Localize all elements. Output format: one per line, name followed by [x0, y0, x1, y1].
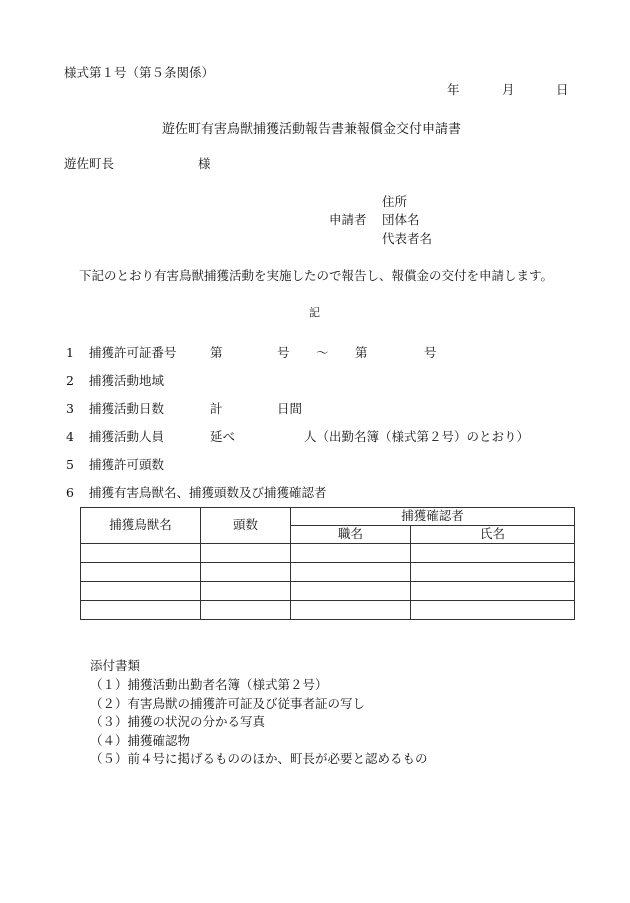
- species-cell[interactable]: [81, 563, 201, 582]
- table-row: [81, 544, 575, 563]
- form-number: 様式第１号（第５条関係）: [64, 65, 215, 80]
- intro-paragraph: 下記のとおり有害鳥獣捕獲活動を実施したので報告し、報償金の交付を申請します。: [79, 268, 554, 283]
- item-number: 4: [66, 429, 74, 444]
- position-cell[interactable]: [291, 544, 411, 563]
- position-column-header: 職名: [291, 526, 411, 544]
- item-label: 捕獲有害鳥獣名、捕獲頭数及び捕獲確認者: [89, 485, 327, 500]
- attachment-item: （２）有害鳥獣の捕獲許可証及び従事者証の写し: [90, 696, 366, 711]
- species-column-header: 捕獲鳥獣名: [81, 508, 201, 544]
- name-cell[interactable]: [411, 582, 575, 601]
- addressee-name: 遊佐町長: [64, 156, 115, 171]
- count-cell[interactable]: [201, 563, 291, 582]
- position-cell[interactable]: [291, 601, 411, 620]
- attachment-item: （４）捕獲確認物: [90, 733, 191, 748]
- days-unit-label: 日間: [277, 401, 303, 416]
- item-label: 捕獲活動地域: [89, 373, 165, 388]
- ki-marker: 記: [309, 306, 320, 319]
- item-label: 捕獲活動日数: [89, 401, 165, 416]
- applicant-representative-label: 代表者名: [382, 231, 433, 246]
- table-row: [81, 563, 575, 582]
- count-cell[interactable]: [201, 582, 291, 601]
- applicant-organization-label: 団体名: [382, 212, 420, 227]
- count-cell[interactable]: [201, 601, 291, 620]
- position-cell[interactable]: [291, 563, 411, 582]
- permit-gou-from: 号: [277, 345, 290, 360]
- date-month-label: 月: [502, 82, 515, 97]
- name-column-header: 氏名: [411, 526, 575, 544]
- permit-range-tilde: ～: [316, 345, 329, 360]
- applicant-address-label: 住所: [382, 194, 408, 209]
- attachment-item: （３）捕獲の状況の分かる写真: [90, 714, 266, 729]
- name-cell[interactable]: [411, 563, 575, 582]
- item-label: 捕獲活動人員: [89, 429, 165, 444]
- name-cell[interactable]: [411, 544, 575, 563]
- item-number: 1: [66, 345, 74, 360]
- capture-table: [80, 507, 575, 620]
- item-label: 捕獲許可頭数: [89, 457, 165, 472]
- item-number: 5: [66, 457, 74, 472]
- confirmer-column-header: 捕獲確認者: [291, 508, 575, 526]
- addressee-honorific: 様: [198, 156, 211, 171]
- attachment-item: （１）捕獲活動出勤者名簿（様式第２号）: [90, 677, 328, 692]
- item-label: 捕獲許可証番号: [89, 345, 177, 360]
- item-number: 6: [66, 485, 74, 500]
- count-cell[interactable]: [201, 544, 291, 563]
- date-year-label: 年: [447, 82, 460, 97]
- species-cell[interactable]: [81, 544, 201, 563]
- name-cell[interactable]: [411, 601, 575, 620]
- item-number: 2: [66, 373, 74, 388]
- position-cell[interactable]: [291, 582, 411, 601]
- table-row: [81, 582, 575, 601]
- table-row: [81, 601, 575, 620]
- days-total-label: 計: [210, 401, 223, 416]
- species-cell[interactable]: [81, 582, 201, 601]
- permit-dai-from: 第: [210, 345, 223, 360]
- personnel-total-label: 延べ: [210, 429, 236, 444]
- applicant-label: 申請者: [329, 212, 367, 227]
- species-cell[interactable]: [81, 601, 201, 620]
- personnel-unit-label: 人（出勤名簿（様式第２号）のとおり）: [304, 429, 530, 444]
- document-title: 遊佐町有害鳥獣捕獲活動報告書兼報償金交付申請書: [162, 122, 462, 137]
- date-day-label: 日: [556, 82, 569, 97]
- count-column-header: 頭数: [201, 508, 291, 544]
- attachments-heading: 添付書類: [90, 658, 141, 673]
- permit-dai-to: 第: [355, 345, 368, 360]
- item-number: 3: [66, 401, 74, 416]
- attachment-item: （５）前４号に掲げるもののほか、町長が必要と認めるもの: [90, 751, 428, 766]
- permit-gou-to: 号: [424, 345, 437, 360]
